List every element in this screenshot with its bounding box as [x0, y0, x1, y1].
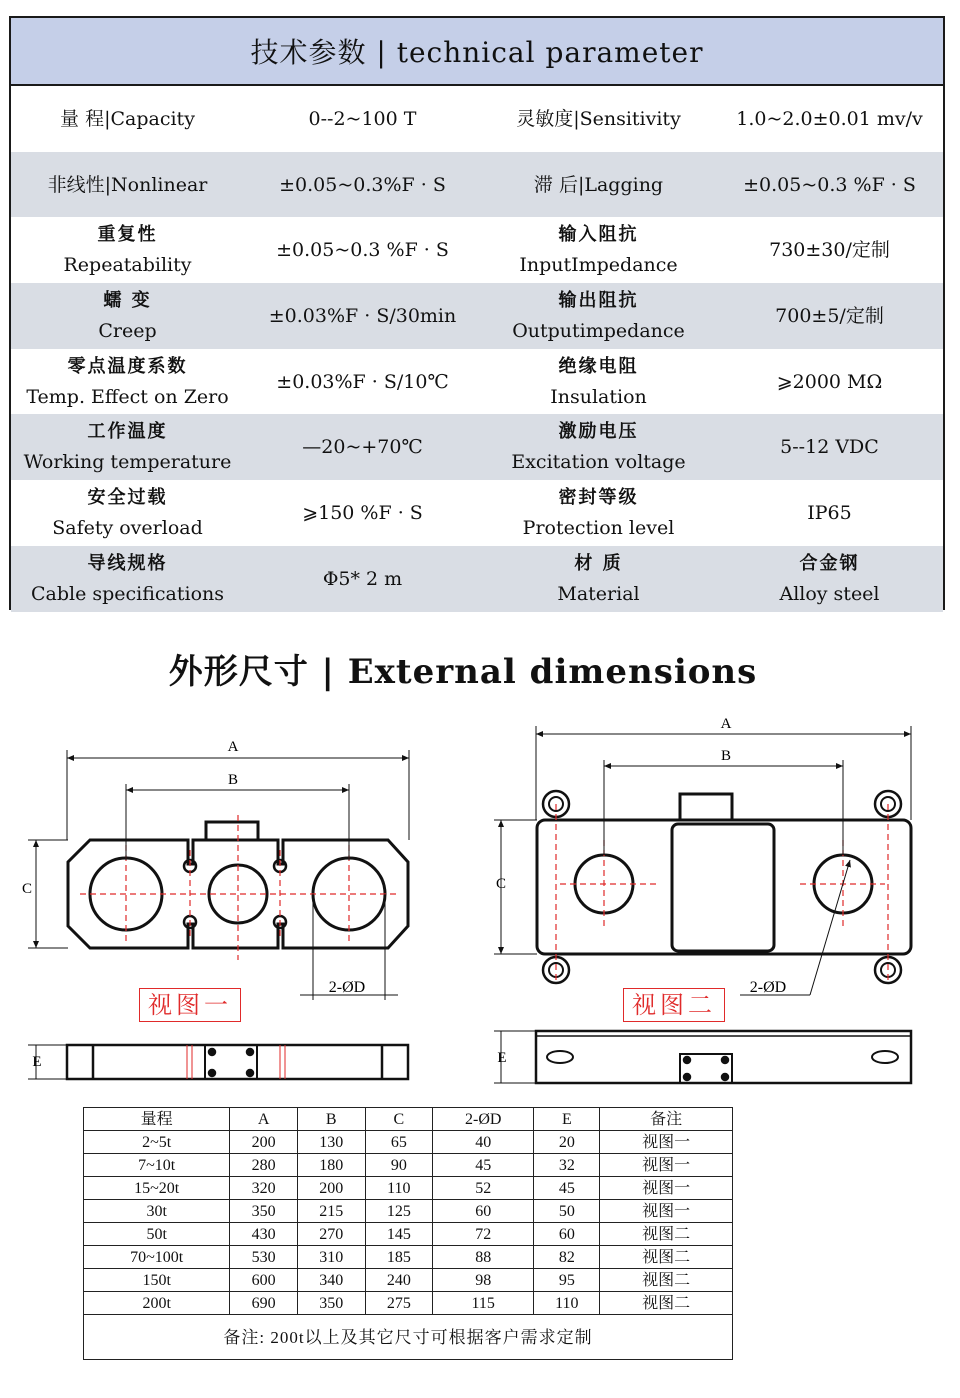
parameter-cell	[481, 86, 716, 152]
table-cell: 350	[297, 1292, 365, 1315]
view1-side-marks	[187, 1045, 285, 1079]
table-cell: 45	[534, 1177, 600, 1200]
table-cell: 视图二	[600, 1269, 733, 1292]
dimensions-table	[83, 1107, 733, 1360]
table-cell: 7~10t	[84, 1154, 230, 1177]
parameter-cell	[716, 152, 943, 218]
parameter-cell	[244, 152, 481, 218]
parameter-cell	[481, 283, 716, 349]
table-row	[84, 1177, 733, 1200]
cell-text: Protection level	[522, 516, 675, 539]
table-note-row	[84, 1315, 733, 1360]
cell-text: ⩾150 %F · S	[302, 501, 423, 524]
table-row	[84, 1223, 733, 1246]
parameter-rows	[11, 86, 943, 608]
parameter-cell	[11, 546, 244, 612]
table-cell: 110	[534, 1292, 600, 1315]
table-cell: 40	[433, 1131, 534, 1154]
cell-text: Alloy steel	[779, 582, 880, 605]
table-cell: 视图一	[600, 1154, 733, 1177]
table-cell: 350	[230, 1200, 298, 1223]
view2-label-a: A	[720, 716, 732, 732]
cell-text: ±0.03%F · S/30min	[268, 304, 457, 327]
table-cell: 270	[297, 1223, 365, 1246]
cell-text: Outputimpedance	[512, 319, 685, 342]
parameter-row	[11, 480, 943, 546]
table-cell: 690	[230, 1292, 298, 1315]
table-cell: 视图一	[600, 1177, 733, 1200]
table-cell: 52	[433, 1177, 534, 1200]
cell-text: Working temperature	[23, 451, 232, 474]
table-cell: 310	[297, 1246, 365, 1269]
table-cell: 82	[534, 1246, 600, 1269]
view2-label-e: E	[497, 1050, 507, 1066]
parameter-cell	[716, 217, 943, 283]
table-cell: 15~20t	[84, 1177, 230, 1200]
cell-text: ⩾2000 MΩ	[776, 370, 883, 393]
table-cell: 60	[433, 1200, 534, 1223]
cell-text: Cable specifications	[30, 582, 225, 605]
table-cell: 185	[365, 1246, 433, 1269]
cell-text: Excitation voltage	[511, 451, 686, 474]
table-cell: 50	[534, 1200, 600, 1223]
parameter-row	[11, 414, 943, 480]
table-cell: 110	[365, 1177, 433, 1200]
table-body	[84, 1131, 733, 1315]
cell-text: Insulation	[550, 385, 647, 408]
parameter-cell	[244, 480, 481, 546]
parameter-cell	[481, 217, 716, 283]
parameter-cell	[716, 349, 943, 415]
table-cell: 200	[297, 1177, 365, 1200]
parameter-cell	[11, 217, 244, 283]
parameter-row	[11, 152, 943, 218]
view2-label-c: C	[495, 876, 507, 892]
table-cell: 180	[297, 1154, 365, 1177]
cell-text: 滞 后|Lagging	[533, 173, 664, 196]
table-row	[84, 1292, 733, 1315]
parameter-cell	[481, 414, 716, 480]
view1-side	[67, 1045, 408, 1079]
table-cell: 50t	[84, 1223, 230, 1246]
view2-label-b: B	[720, 748, 732, 764]
cell-text: —20~+70℃	[302, 436, 423, 459]
table-row	[84, 1269, 733, 1292]
table-row	[84, 1154, 733, 1177]
drawing-canvas	[0, 700, 960, 1100]
table-cell: 视图二	[600, 1223, 733, 1246]
cell-label-zh: 蠕 变	[103, 289, 152, 311]
parameter-cell	[11, 349, 244, 415]
parameter-cell	[244, 283, 481, 349]
parameter-cell	[244, 546, 481, 612]
view1-label-e: E	[32, 1054, 42, 1070]
parameter-cell	[11, 414, 244, 480]
cell-text: 0--2~100 T	[308, 107, 417, 130]
parameter-cell	[244, 414, 481, 480]
parameter-row	[11, 86, 943, 152]
table-cell: 95	[534, 1269, 600, 1292]
cell-label-zh: 绝缘电阻	[558, 355, 639, 377]
parameter-cell	[11, 480, 244, 546]
cell-label-zh: 密封等级	[558, 486, 639, 508]
view1-label-a: A	[227, 739, 239, 755]
table-note: 备注: 200t以上及其它尺寸可根据客户需求定制	[84, 1315, 733, 1360]
parameter-cell	[481, 480, 716, 546]
cell-text: ±0.05~0.3 %F · S	[276, 239, 449, 262]
cell-text: Temp. Effect on Zero	[26, 385, 229, 408]
cell-text: 非线性|Nonlinear	[47, 173, 208, 196]
cell-text: ±0.05~0.3%F · S	[279, 173, 446, 196]
table-cell: 200	[230, 1131, 298, 1154]
table-cell: 115	[433, 1292, 534, 1315]
table-cell: 145	[365, 1223, 433, 1246]
cell-text: Φ5* 2 m	[322, 567, 403, 590]
cell-text: ±0.03%F · S/10℃	[276, 370, 449, 393]
parameter-cell	[716, 414, 943, 480]
view1-label-b: B	[227, 772, 239, 788]
column-header: 备注	[600, 1108, 733, 1131]
table-cell: 125	[365, 1200, 433, 1223]
cell-text: 5--12 VDC	[780, 436, 879, 459]
cell-text: Repeatability	[63, 254, 192, 277]
table-cell: 320	[230, 1177, 298, 1200]
table-cell: 280	[230, 1154, 298, 1177]
parameter-cell	[11, 283, 244, 349]
table-cell: 60	[534, 1223, 600, 1246]
table-row	[84, 1131, 733, 1154]
view1-dimensions	[28, 750, 409, 1000]
view1-label-c: C	[21, 881, 33, 897]
parameter-cell	[481, 546, 716, 612]
parameter-cell	[11, 152, 244, 218]
column-header: A	[230, 1108, 298, 1131]
parameter-cell	[716, 86, 943, 152]
parameter-cell	[716, 283, 943, 349]
table-cell: 32	[534, 1154, 600, 1177]
view1-centerlines	[80, 815, 400, 960]
parameter-cell	[716, 546, 943, 612]
dimension-drawings	[0, 700, 960, 1100]
table-cell: 215	[297, 1200, 365, 1223]
view2-label-d: 2-ØD	[749, 979, 787, 996]
cell-label-zh: 材 质	[574, 552, 623, 574]
parameter-cell	[244, 86, 481, 152]
cell-label-zh: 重复性	[97, 224, 158, 246]
table-cell: 98	[433, 1269, 534, 1292]
cell-text: 量 程|Capacity	[60, 107, 195, 130]
cell-text: Material	[557, 582, 640, 605]
cell-text: 730±30/定制	[769, 239, 890, 262]
table-cell: 65	[365, 1131, 433, 1154]
table-title: 技术参数 | technical parameter	[11, 18, 943, 86]
table-cell: 88	[433, 1246, 534, 1269]
table-cell: 45	[433, 1154, 534, 1177]
table-cell: 20	[534, 1131, 600, 1154]
table-cell: 视图二	[600, 1292, 733, 1315]
cell-label-zh: 合金钢	[799, 552, 860, 574]
table-cell: 70~100t	[84, 1246, 230, 1269]
table-cell: 90	[365, 1154, 433, 1177]
cell-text: 1.0~2.0±0.01 mv/v	[736, 107, 923, 130]
cell-label-zh: 导线规格	[87, 552, 168, 574]
table-cell: 30t	[84, 1200, 230, 1223]
table-row	[84, 1246, 733, 1269]
cell-text: Creep	[98, 319, 157, 342]
parameter-cell	[11, 86, 244, 152]
column-header: 2-ØD	[433, 1108, 534, 1131]
table-header-row	[84, 1108, 733, 1131]
parameter-row	[11, 546, 943, 612]
parameter-cell	[481, 152, 716, 218]
parameter-row	[11, 349, 943, 415]
view2-plan	[537, 791, 911, 983]
table-cell: 2~5t	[84, 1131, 230, 1154]
table-cell: 240	[365, 1269, 433, 1292]
table-cell: 130	[297, 1131, 365, 1154]
cell-text: InputImpedance	[519, 254, 678, 277]
table-cell: 视图二	[600, 1246, 733, 1269]
parameter-cell	[244, 349, 481, 415]
cell-text: 灵敏度|Sensitivity	[516, 107, 681, 130]
parameter-row	[11, 283, 943, 349]
cell-label-zh: 输入阻抗	[558, 224, 639, 246]
parameter-cell	[481, 349, 716, 415]
table-cell: 340	[297, 1269, 365, 1292]
view2-caption: 视图二	[623, 988, 725, 1022]
cell-label-zh: 安全过载	[87, 486, 168, 508]
technical-parameter-table	[9, 16, 945, 610]
cell-label-zh: 输出阻抗	[558, 289, 639, 311]
table-row	[84, 1200, 733, 1223]
parameter-cell	[716, 480, 943, 546]
view1-caption: 视图一	[139, 988, 241, 1022]
table-cell: 150t	[84, 1269, 230, 1292]
column-header: B	[297, 1108, 365, 1131]
column-header: E	[534, 1108, 600, 1131]
view2-side	[536, 1031, 911, 1083]
column-header: C	[365, 1108, 433, 1131]
view1-label-d: 2-ØD	[328, 979, 366, 996]
parameter-cell	[244, 217, 481, 283]
section-title: 外形尺寸 | External dimensions	[168, 652, 758, 692]
table-cell: 275	[365, 1292, 433, 1315]
cell-text: IP65	[807, 501, 852, 524]
column-header: 量程	[84, 1108, 230, 1131]
table-cell: 视图一	[600, 1200, 733, 1223]
table-cell: 72	[433, 1223, 534, 1246]
cell-text: 700±5/定制	[775, 304, 884, 327]
cell-label-zh: 零点温度系数	[67, 355, 188, 377]
table-cell: 600	[230, 1269, 298, 1292]
table-cell: 视图一	[600, 1131, 733, 1154]
table-cell: 430	[230, 1223, 298, 1246]
cell-text: Safety overload	[52, 516, 203, 539]
table-cell: 200t	[84, 1292, 230, 1315]
cell-text: ±0.05~0.3 %F · S	[743, 173, 916, 196]
cell-label-zh: 工作温度	[87, 421, 168, 443]
table-cell: 530	[230, 1246, 298, 1269]
parameter-row	[11, 217, 943, 283]
cell-label-zh: 激励电压	[558, 421, 639, 443]
